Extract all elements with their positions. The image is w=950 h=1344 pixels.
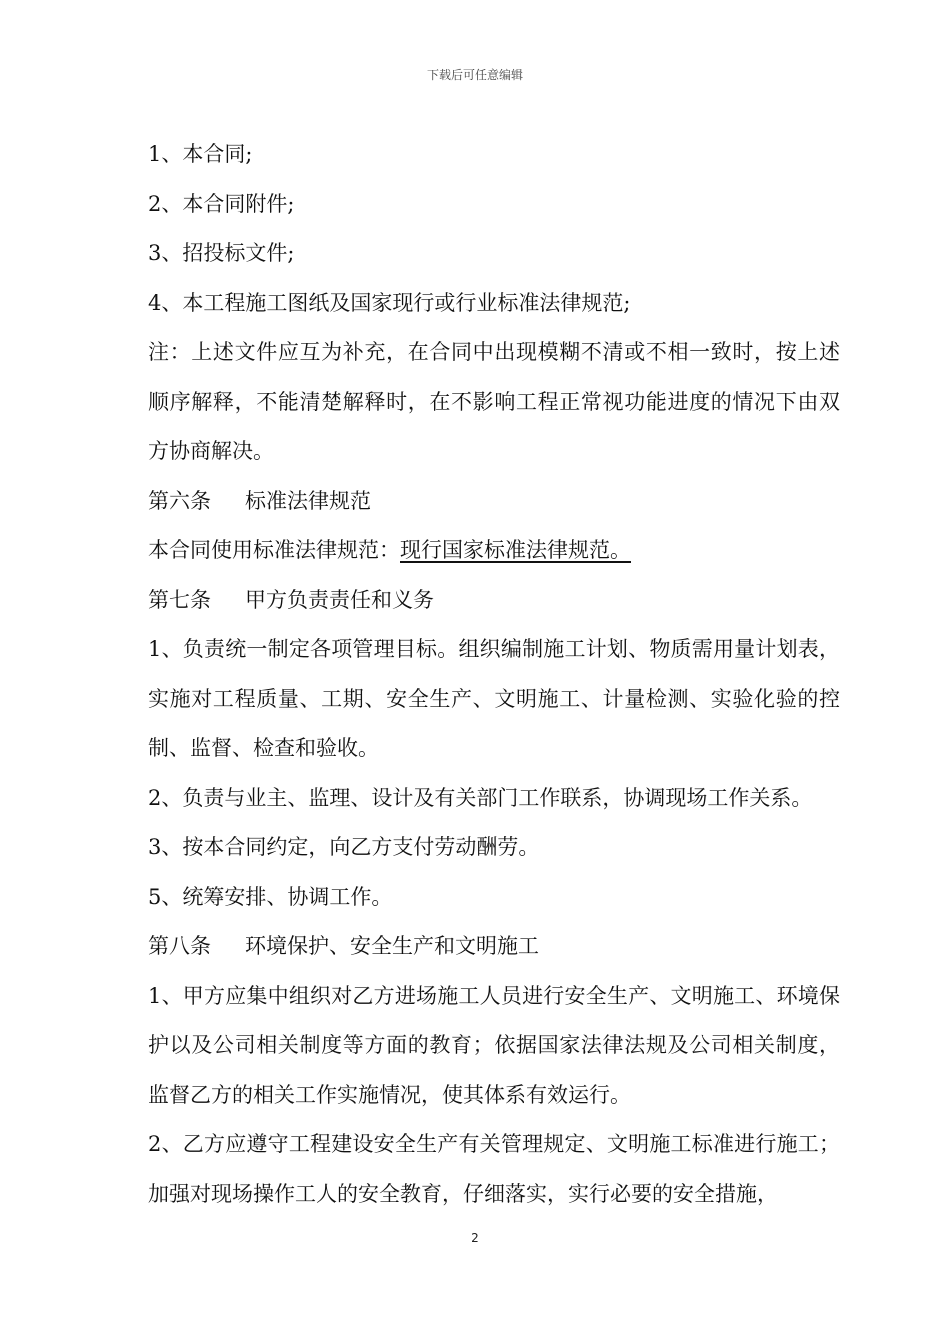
article-number: 第六条 — [148, 488, 211, 513]
doc-list-item: 3、招投标文件; — [148, 241, 295, 265]
article-8-item: 1、甲方应集中组织对乙方进场施工人员进行安全生产、文明施工、环境保护以及公司相关制度等方面的教育；依据国家法律法规及公司相关制度，监督乙方的相关工作实施情况，使其体系有效运行。 — [148, 983, 840, 1107]
article-7-heading — [115, 576, 840, 626]
article-8-heading — [115, 922, 840, 972]
article-8-item: 2、乙方应遵守工程建设安全生产有关管理规定、文明施工标准进行施工；加强对现场操作工人的安全教育，仔细落实，实行必要的安全措施， — [148, 1132, 840, 1206]
standards-prefix: 本合同使用标准法律规范： — [148, 538, 400, 562]
article-number: 第八条 — [148, 934, 211, 958]
doc-list-item: 4、本工程施工图纸及国家现行或行业标准法律规范; — [148, 290, 631, 315]
standards-value: 现行国家标准法律规范。 — [400, 538, 631, 562]
article-title: 环境保护、安全生产和文明施工 — [245, 934, 539, 958]
article-number: 第七条 — [148, 587, 211, 612]
page-header: 下载后可任意编辑 — [426, 68, 523, 82]
article-6-heading — [115, 477, 840, 527]
doc-list-item: 1、本合同; — [148, 142, 253, 166]
note-paragraph: 注：上述文件应互为补充，在合同中出现模糊不清或不相一致时，按上述顺序解释，不能清楚解释时，在不影响工程正常视功能进度的情况下由双方协商解决。 — [148, 340, 840, 463]
article-6-body — [115, 526, 840, 576]
article-7-item: 2、负责与业主、监理、设计及有关部门工作联系，协调现场工作关系。 — [148, 785, 813, 810]
doc-list-item: 2、本合同附件; — [148, 191, 295, 216]
page-number: 2 — [471, 1231, 479, 1245]
article-7-item: 5、统筹安排、协调工作。 — [148, 884, 393, 909]
article-7-item: 3、按本合同约定，向乙方支付劳动酬劳。 — [148, 835, 540, 859]
document-body — [115, 130, 840, 1219]
article-title: 甲方负责责任和义务 — [245, 587, 434, 612]
article-7-item: 1、负责统一制定各项管理目标。组织编制施工计划、物质需用量计划表，实施对工程质量、工期、安全生产、文明施工、计量检测、实验化验的控制、监督、检查和验收。 — [148, 637, 840, 760]
article-title: 标准法律规范 — [245, 488, 371, 513]
